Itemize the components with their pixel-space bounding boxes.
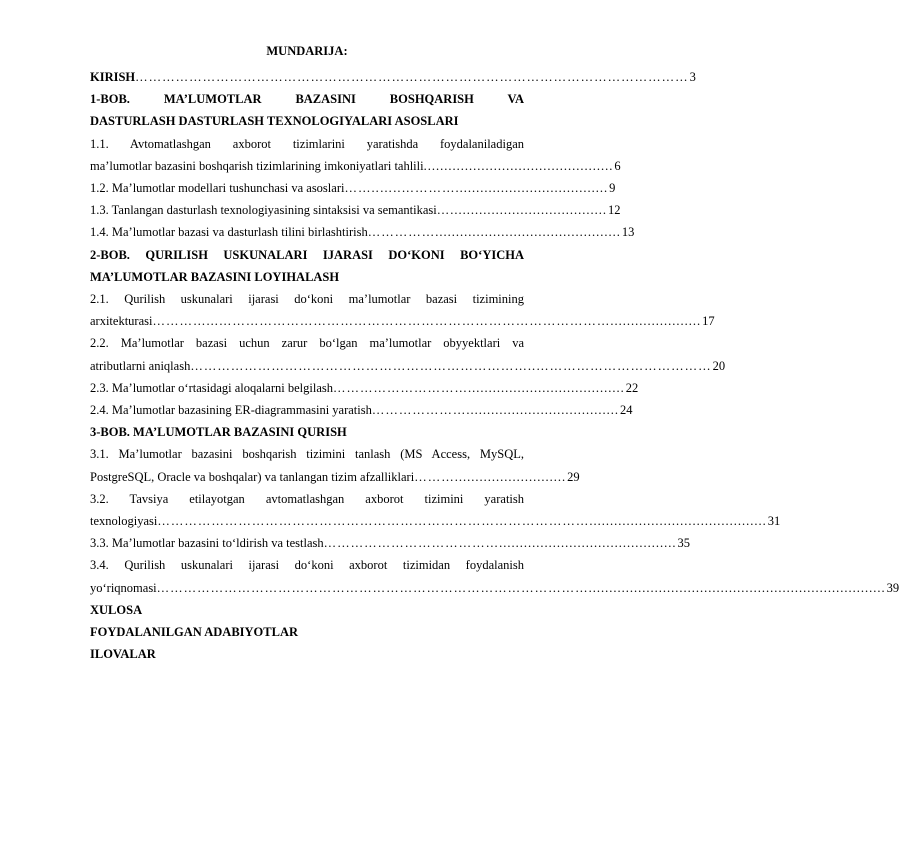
toc-page-number: 22: [625, 380, 639, 395]
toc-page-number: 17: [702, 314, 715, 329]
dot-leader: …......................................: [436, 203, 608, 218]
toc-entry-text: 1.1. Avtomatlashgan axborot tizimlarini yaratishda foydalaniladigan: [90, 136, 524, 151]
toc-section-appendices: ILOVALAR: [90, 647, 156, 662]
toc-page-number: 29: [567, 469, 580, 484]
dot-leader: ………...........................: [414, 469, 567, 484]
table-of-contents: [90, 40, 899, 665]
dot-leader: …………………………………...........................................: [323, 536, 677, 551]
dot-leader: …………………………………………………………………..…………………………………: [190, 358, 712, 373]
toc-entry: [90, 532, 691, 554]
toc-page-number: 35: [677, 536, 691, 551]
toc-entry-text: 3.1. Ma’lumotlar bazasini boshqarish tizimini tanlash (MS Access, MySQL,: [90, 447, 524, 462]
toc-entry-text: 2.1. Qurilish uskunalari ijarasi do‘koni ma’lumotlar bazasi tizimining: [90, 292, 524, 307]
dot-leader: ………………….....................................: [371, 403, 619, 418]
toc-entry-text: texnologiyasi: [90, 514, 158, 529]
toc-entry-text: 3.4. Qurilish uskunalari ijarasi do‘koni axborot tizimidan foydalanish: [90, 558, 524, 573]
toc-chapter-heading: 3-BOB. MA’LUMOTLAR BAZASINI QURISH: [90, 425, 347, 440]
toc-title: MUNDARIJA:: [266, 44, 348, 58]
dot-leader: …………………………......................................: [333, 380, 625, 395]
dot-leader: …………….............................................: [367, 225, 621, 240]
toc-section-bibliography: FOYDALANILGAN ADABIYOTLAR: [90, 625, 299, 640]
toc-page-number: 9: [609, 181, 616, 196]
toc-entry-text: arxitekturasi: [90, 314, 153, 329]
toc-entry-text: 1.3. Tanlangan dasturlash texnologiyasining sintaksisi va semantikasi: [90, 203, 437, 218]
toc-page-number: 24: [620, 403, 633, 418]
toc-entry: [90, 355, 726, 377]
toc-entry-text: 1.4. Ma’lumotlar bazasi va dasturlash tilini birlashtirish: [90, 225, 368, 240]
toc-entry-kirish: [90, 66, 696, 88]
toc-entry: [90, 399, 633, 421]
toc-entry-text: PostgreSQL, Oracle va boshqalar) va tanlangan tizim afzalliklari: [90, 469, 415, 484]
toc-entry: [90, 221, 635, 243]
toc-entry: [90, 177, 616, 199]
toc-page-number: 3: [689, 70, 696, 84]
dot-leader: …………...……………………………………………………………………………......................: [152, 314, 702, 329]
toc-chapter-heading: 2-BOB. QURILISH USKUNALARI IJARASI DO‘KONI BO‘YICHA: [90, 247, 524, 262]
toc-entry: [90, 466, 580, 488]
toc-entry: [90, 577, 899, 599]
toc-page-number: 12: [608, 203, 621, 218]
toc-entry: [90, 377, 639, 399]
toc-chapter-heading: MA’LUMOTLAR BAZASINI LOYIHALASH: [90, 269, 340, 284]
toc-entry-text: 3.2. Tavsiya etilayotgan avtomatlashgan axborot tizimini yaratish: [90, 491, 524, 506]
dot-leader: ……………………………………………………………………………………...........................................: [157, 514, 767, 529]
dot-leader: ……..…..………….....................................: [344, 181, 609, 196]
toc-entry: [90, 199, 621, 221]
toc-entry-text: 2.3. Ma’lumotlar o‘rtasidagi aloqalarni belgilash: [90, 380, 333, 395]
toc-entry: [90, 510, 781, 532]
toc-entry-text: 3.3. Ma’lumotlar bazasini to‘ldirish va testlash: [90, 536, 324, 551]
dot-leader: ……………………………………………………………………………………........................................................................: [156, 580, 886, 595]
toc-page-number: 31: [767, 514, 781, 529]
toc-entry-text: yo‘riqnomasi: [90, 580, 157, 595]
toc-entry-text: 1.2. Ma’lumotlar modellari tushunchasi va asoslari: [90, 181, 345, 196]
toc-page-number: 20: [712, 358, 726, 373]
toc-entry-text: 2.4. Ma’lumotlar bazasining ER-diagrammasini yaratish: [90, 403, 372, 418]
toc-page-number: 6: [614, 158, 621, 173]
toc-chapter-heading: 1-BOB. MA’LUMOTLAR BAZASINI BOSHQARISH VA: [90, 92, 524, 107]
toc-page-number: 13: [621, 225, 635, 240]
toc-entry-text: 2.2. Ma’lumotlar bazasi uchun zarur bo‘lgan ma’lumotlar obyyektlari va: [90, 336, 524, 351]
toc-chapter-heading: DASTURLASH DASTURLASH TEXNOLOGIYALARI ASOSLARI: [90, 114, 459, 129]
toc-section-xulosa: XULOSA: [90, 602, 143, 617]
dot-leader: ..............................................: [423, 158, 614, 173]
toc-page-number: 39: [886, 580, 899, 595]
toc-entry-text: KIRISH: [90, 70, 136, 84]
toc-entry-text: atributlarni aniqlash: [90, 358, 191, 373]
toc-entry: [90, 310, 715, 332]
toc-entry: [90, 155, 621, 177]
dot-leader: ……………………………………………………………………………………………………………: [135, 70, 689, 84]
toc-entry-text: ma’lumotlar bazasini boshqarish tizimlarining imkoniyatlari tahlili: [90, 158, 424, 173]
